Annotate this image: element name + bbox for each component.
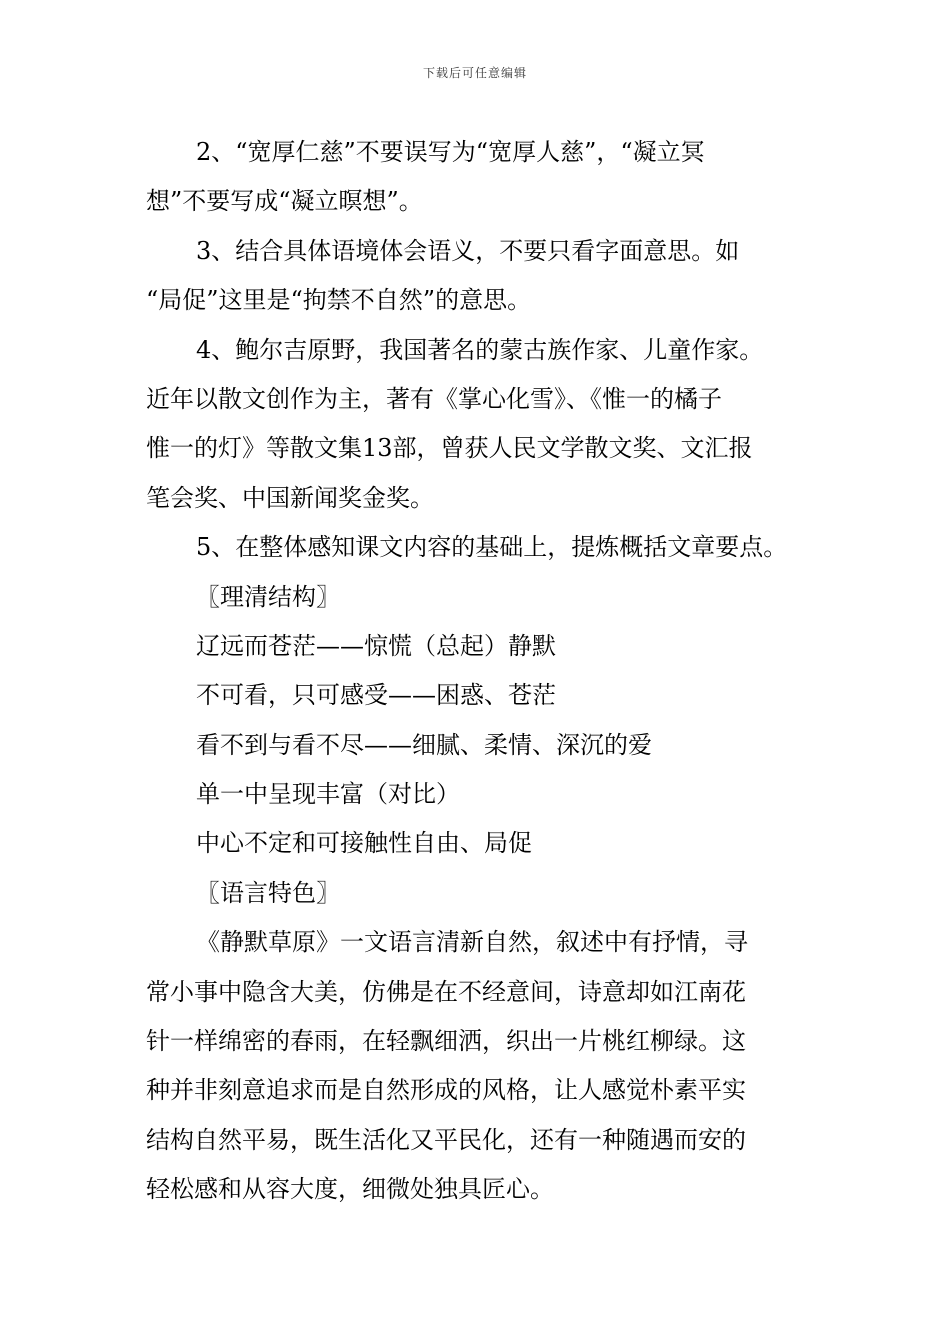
text-line: 笔会奖、中国新闻奖金奖。 xyxy=(146,483,434,512)
text-line: 常小事中隐含大美，仿佛是在不经意间，诗意却如江南花 xyxy=(146,977,746,1006)
page-header: 下载后可任意编辑 xyxy=(422,66,527,80)
text-line: 《静默草原》一文语言清新自然，叙述中有抒情，寻 xyxy=(196,928,748,957)
text-line: 近年以散文创作为主，著有《掌心化雪》、《惟一的橘子 xyxy=(146,384,722,413)
text-line: 单一中呈现丰富（对比） xyxy=(196,780,460,809)
text-line: 结构自然平易，既生活化又平民化，还有一种随遇而安的 xyxy=(146,1125,746,1154)
text-line: 〖理清结构〗 xyxy=(196,582,340,611)
text-line: “局促”这里是“拘禁不自然”的意思。 xyxy=(146,286,532,315)
text-line: 轻松感和从容大度，细微处独具匠心。 xyxy=(146,1175,554,1204)
text-line: 中心不定和可接触性自由、局促 xyxy=(196,829,532,858)
text-line: 辽远而苍茫——惊慌（总起）静默 xyxy=(196,631,556,660)
text-line: 针一样绵密的春雨，在轻飘细洒，织出一片桃红柳绿。这 xyxy=(146,1027,746,1056)
text-line: 看不到与看不尽——细腻、柔情、深沉的爱 xyxy=(196,730,652,759)
text-line: 3、结合具体语境体会语义，不要只看字面意思。如 xyxy=(196,236,740,265)
text-line: 4、鲍尔吉原野，我国著名的蒙古族作家、儿童作家。 xyxy=(196,335,764,364)
text-line: 惟一的灯》等散文集13部，曾获人民文学散文奖、文汇报 xyxy=(146,434,753,463)
text-line: 2、“宽厚仁慈”不要误写为“宽厚人慈”，“凝立冥 xyxy=(196,138,705,166)
document-body xyxy=(146,128,810,1215)
text-line: 想”不要写成“凝立暝想”。 xyxy=(146,187,423,216)
text-line: 5、在整体感知课文内容的基础上，提炼概括文章要点。 xyxy=(196,533,788,562)
text-line: 不可看，只可感受——困惑、苍茫 xyxy=(196,681,556,710)
text-line: 〖语言特色〗 xyxy=(196,878,340,907)
text-line: 种并非刻意追求而是自然形成的风格，让人感觉朴素平实 xyxy=(146,1076,746,1105)
